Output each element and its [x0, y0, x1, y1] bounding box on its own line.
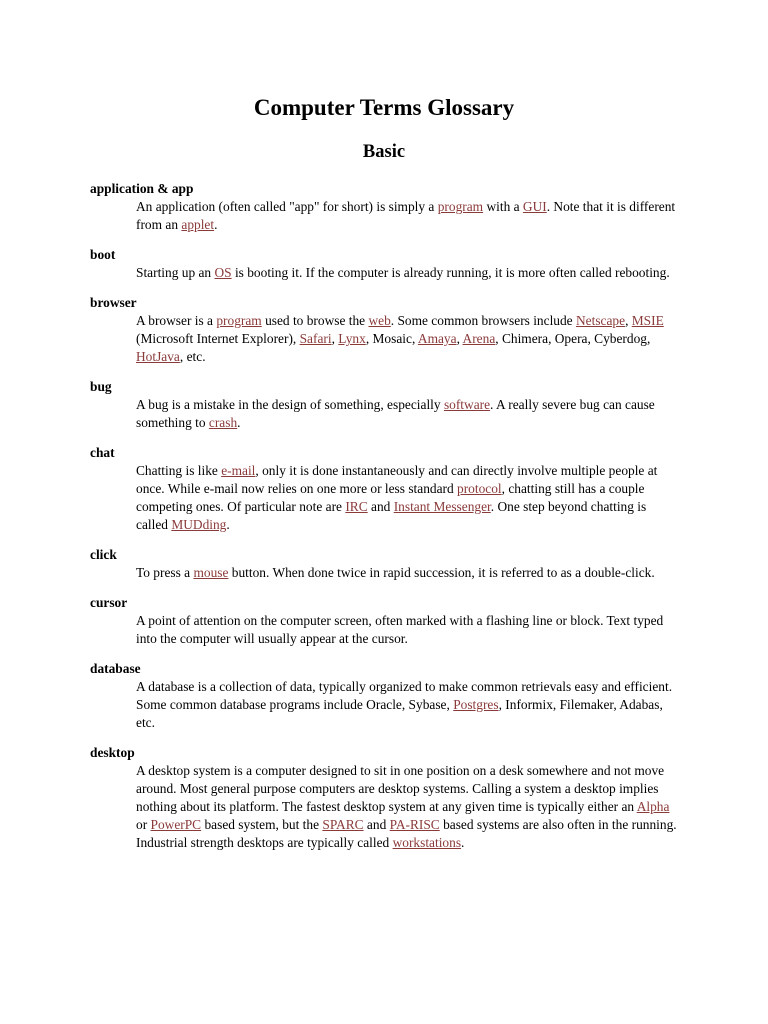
- definition-text: based systems are also often in the running. Industrial strength desktops are typically called: [136, 817, 677, 850]
- glossary-definition: [136, 612, 681, 648]
- definition-text: An application (often called "app" for short) is simply a: [136, 199, 438, 214]
- glossary-link[interactable]: OS: [214, 265, 232, 280]
- definition-text: based system, but the: [201, 817, 323, 832]
- definition-text: , Mosaic,: [365, 331, 418, 346]
- glossary-link[interactable]: software: [443, 397, 491, 412]
- definition-text: To press a: [136, 565, 194, 580]
- glossary-link[interactable]: mouse: [193, 565, 229, 580]
- glossary-link[interactable]: Arena: [462, 331, 496, 346]
- glossary-term: application & app: [90, 181, 194, 196]
- definition-text: A desktop system is a computer designed to sit in one position on a desk somewhere and not move around. Most general purpose computers are desktop systems. Calling a system a desktop implies nothing about its platform. The fastest desktop system at any given time is typically either an: [136, 763, 665, 814]
- definition-text: and: [367, 499, 394, 514]
- glossary-definition: [136, 198, 681, 234]
- glossary-definition: [136, 396, 681, 432]
- definition-text: (Microsoft Internet Explorer),: [136, 331, 300, 346]
- glossary-link[interactable]: Amaya: [417, 331, 457, 346]
- glossary-link[interactable]: PA-RISC: [389, 817, 440, 832]
- glossary-link[interactable]: web: [368, 313, 391, 328]
- definition-text: or: [136, 817, 151, 832]
- glossary-list: [90, 180, 690, 864]
- definition-text: A browser is a: [136, 313, 217, 328]
- glossary-link[interactable]: crash: [208, 415, 238, 430]
- definition-text: is booting it. If the computer is already running, it is more often called rebooting.: [231, 265, 670, 280]
- definition-text: , Chimera, Opera, Cyberdog,: [495, 331, 651, 346]
- glossary-term: chat: [90, 445, 115, 460]
- definition-text: , only it is done instantaneously and can directly involve multiple people at once. While e-mail now relies on one more or less standard: [136, 463, 658, 496]
- glossary-link[interactable]: MSIE: [631, 313, 664, 328]
- glossary-link[interactable]: PowerPC: [150, 817, 202, 832]
- definition-text: , Informix, Filemaker, Adabas, etc.: [136, 697, 663, 730]
- glossary-link[interactable]: Instant Messenger: [393, 499, 491, 514]
- glossary-link[interactable]: MUDding: [171, 517, 227, 532]
- definition-text: button. When done twice in rapid succession, it is referred to as a double-click.: [228, 565, 655, 580]
- glossary-link[interactable]: workstations: [392, 835, 462, 850]
- glossary-term: database: [90, 661, 141, 676]
- glossary-definition: [136, 762, 681, 852]
- glossary-term: cursor: [90, 595, 128, 610]
- definition-text: ,: [456, 331, 463, 346]
- glossary-link[interactable]: Safari: [299, 331, 332, 346]
- glossary-link[interactable]: Netscape: [575, 313, 626, 328]
- glossary-link[interactable]: SPARC: [322, 817, 364, 832]
- glossary-link[interactable]: HotJava: [136, 349, 180, 364]
- glossary-link[interactable]: applet: [181, 217, 215, 232]
- definition-text: A bug is a mistake in the design of something, especially: [136, 397, 444, 412]
- glossary-term: boot: [90, 247, 116, 262]
- glossary-definition: [136, 462, 681, 534]
- glossary-link[interactable]: protocol: [457, 481, 502, 496]
- glossary-link[interactable]: Lynx: [338, 331, 366, 346]
- glossary-link[interactable]: IRC: [345, 499, 368, 514]
- definition-text: . One step beyond chatting is called: [136, 499, 647, 532]
- definition-text: .: [237, 415, 241, 430]
- glossary-definition: [136, 564, 681, 582]
- definition-text: , etc.: [179, 349, 206, 364]
- definition-text: Starting up an: [136, 265, 215, 280]
- definition-text: , chatting still has a couple competing ones. Of particular note are: [136, 481, 645, 514]
- section-heading: Basic: [362, 142, 406, 162]
- definition-text: ,: [625, 313, 632, 328]
- glossary-link[interactable]: program: [437, 199, 484, 214]
- definition-text: .: [226, 517, 230, 532]
- glossary-definition: [136, 678, 681, 732]
- glossary-link[interactable]: program: [216, 313, 262, 328]
- definition-text: . Note that it is different from an: [136, 199, 676, 232]
- definition-text: with a: [483, 199, 523, 214]
- definition-text: .: [461, 835, 465, 850]
- glossary-definition: [136, 264, 681, 282]
- definition-text: and: [363, 817, 390, 832]
- glossary-term: click: [90, 547, 117, 562]
- glossary-link[interactable]: Alpha: [636, 799, 670, 814]
- glossary-term: bug: [90, 379, 112, 394]
- definition-text: . Some common browsers include: [390, 313, 576, 328]
- definition-text: ,: [331, 331, 339, 346]
- glossary-term: browser: [90, 295, 137, 310]
- definition-text: Chatting is like: [136, 463, 222, 478]
- glossary-link[interactable]: GUI: [522, 199, 547, 214]
- definition-text: used to browse the: [261, 313, 369, 328]
- definition-text: A point of attention on the computer screen, often marked with a flashing line or block. Text typed into the computer will usually appear at the cursor.: [136, 613, 664, 646]
- glossary-term: desktop: [90, 745, 135, 760]
- glossary-link[interactable]: e-mail: [221, 463, 256, 478]
- glossary-definition: [136, 312, 681, 366]
- page-title: Computer Terms Glossary: [253, 95, 515, 120]
- definition-text: . A really severe bug can cause something to: [136, 397, 655, 430]
- definition-text: A database is a collection of data, typically organized to make common retrievals easy and efficient. Some common database programs include Oracle, Sybase,: [136, 679, 673, 712]
- definition-text: .: [214, 217, 218, 232]
- glossary-link[interactable]: Postgres: [453, 697, 499, 712]
